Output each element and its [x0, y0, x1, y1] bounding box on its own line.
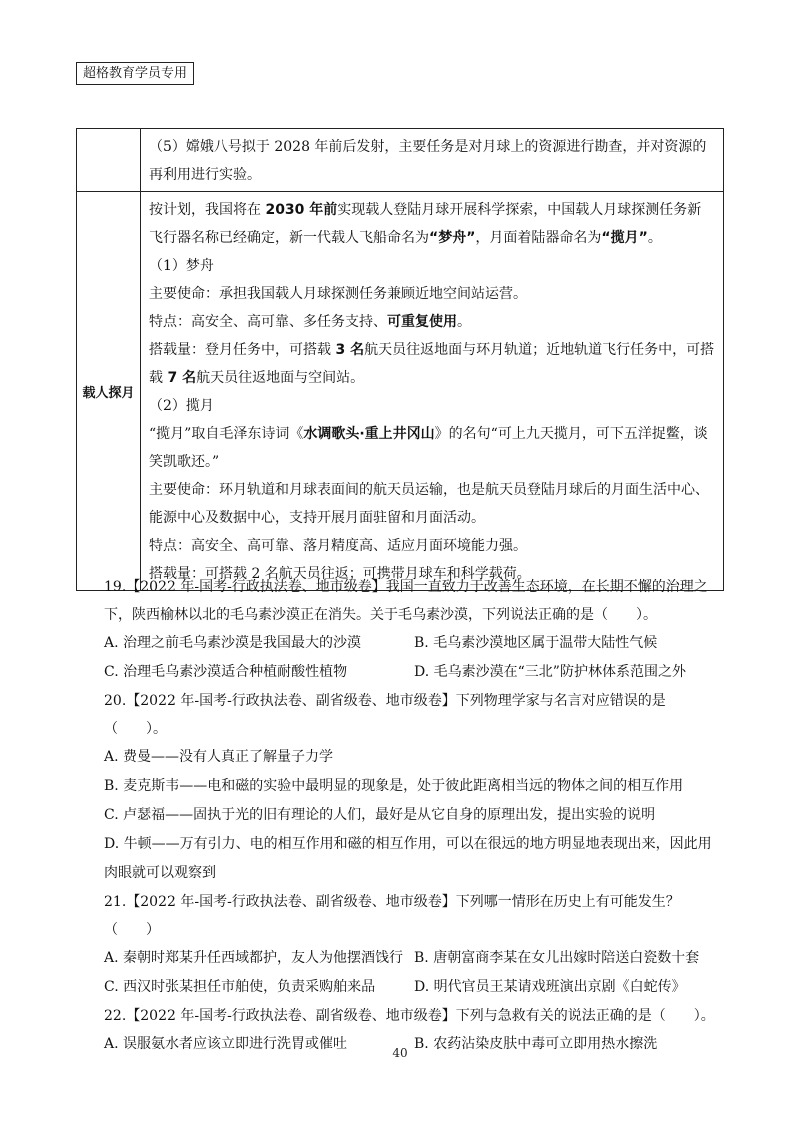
option-a: A. 误服氨水者应该立即进行洗胃或催吐: [104, 1036, 348, 1052]
option-c: C. 西汉时张某担任市舶使，负责采购舶来品: [104, 979, 376, 995]
options-row: [104, 658, 724, 687]
option-b: B. 毛乌素沙漠地区属于温带大陆性气候: [414, 635, 658, 651]
lanyue-features: 特点：高安全、高可靠、落月精度高、适应月面环境能力强。: [149, 538, 527, 554]
info-table: [76, 128, 724, 591]
question-stem: 21.【2022 年-国考-行政执法卷、副省级卷、地市级卷】下列哪一情形在历史上有可能发生？（ ）: [104, 894, 680, 938]
question-20: [104, 687, 724, 888]
options-row: [104, 629, 724, 658]
category-cell: 载人探月: [77, 192, 141, 591]
table-row: [77, 129, 724, 192]
table-row: [77, 192, 724, 591]
table-text: （5）嫦娥八号拟于 2028 年前后发射，主要任务是对月球上的资源进行勘查，并对资源的再利用进行实验。: [149, 139, 707, 183]
mengzhou-payload: 搭载量：登月任务中，可搭载 3 名航天员往返地面与环月轨道；近地轨道飞行任务中，可搭载 7 名航天员往返地面与空间站。: [149, 342, 715, 386]
option-c: C. 卢瑟福——固执于光的旧有理论的人们，最好是从它自身的原理出发，提出实验的说明: [104, 807, 656, 823]
header-label: 超格教育学员专用: [76, 62, 194, 85]
option-a: A. 费曼——没有人真正了解量子力学: [104, 749, 334, 765]
question-19: [104, 573, 724, 687]
option-d: D. 明代官员王某请戏班演出京剧《白蛇传》: [414, 979, 686, 995]
lanyue-heading: （2）揽月: [149, 398, 214, 414]
question-stem: 20.【2022 年-国考-行政执法卷、副省级卷、地市级卷】下列物理学家与名言对应错误的是（ ）。: [104, 693, 666, 737]
content-cell: [141, 192, 724, 591]
option-b: B. 农药沾染皮肤中毒可立即用热水擦洗: [414, 1036, 658, 1052]
content-cell: [141, 129, 724, 192]
lanyue-origin: “揽月”取自毛泽东诗词《水调歌头·重上井冈山》的名句“可上九天揽月，可下五洋捉鳖，谈笑凯歌还。”: [149, 426, 708, 470]
lanyue-payload: 搭载量：可搭载 2 名航天员往返；可携带月球车和科学载荷。: [149, 566, 531, 582]
question-list: [104, 573, 724, 1059]
options-row: [104, 944, 724, 973]
option-b: B. 麦克斯韦——电和磁的实验中最明显的现象是，处于彼此距离相当远的物体之间的相互作用: [104, 778, 684, 794]
option-c: C. 治理毛乌素沙漠适合种植耐酸性植物: [104, 664, 348, 680]
page-number: 40: [392, 1046, 408, 1060]
question-stem: 22.【2022 年-国考-行政执法卷、副省级卷、地市级卷】下列与急救有关的说法正确的是（ ）。: [104, 1008, 715, 1024]
option-a: A. 秦朝时郑某升任西域都护，友人为他摆酒饯行: [104, 950, 404, 966]
option-b: B. 唐朝富商李某在女儿出嫁时陪送白瓷数十套: [414, 950, 700, 966]
mengzhou-mission: 主要使命：承担我国载人月球探测任务兼顾近地空间站运营。: [149, 286, 527, 302]
lanyue-mission: 主要使命：环月轨道和月球表面间的航天员运输，也是航天员登陆月球后的月面生活中心、能源中心及数据中心，支持开展月面驻留和月面活动。: [149, 482, 709, 526]
mengzhou-features: 特点：高安全、高可靠、多任务支持、可重复使用。: [149, 314, 471, 330]
option-d: D. 毛乌素沙漠在“三北”防护林体系范围之外: [414, 664, 686, 680]
option-d: D. 牛顿——万有引力、电的相互作用和磁的相互作用，可以在很远的地方明显地表现出来，因此用肉眼就可以观察到: [104, 836, 712, 881]
question-stem: 19.【2022 年-国考-行政执法卷、地市级卷】我国一直致力于改善生态环境，在长期不懈的治理之下，陕西榆林以北的毛乌素沙漠正在消失。关于毛乌素沙漠，下列说法正确的是（ ）。: [104, 579, 708, 623]
mengzhou-heading: （1）梦舟: [149, 258, 214, 274]
question-21: [104, 888, 724, 1002]
options-row: [104, 973, 724, 1002]
category-cell: [77, 129, 141, 192]
intro-paragraph: 按计划，我国将在 2030 年前实现载人登陆月球开展科学探索，中国载人月球探测任务新飞行器名称已经确定，新一代载人飞船命名为“梦舟”，月面着陆器命名为“揽月”。: [149, 202, 702, 246]
option-a: A. 治理之前毛乌素沙漠是我国最大的沙漠: [104, 635, 362, 651]
